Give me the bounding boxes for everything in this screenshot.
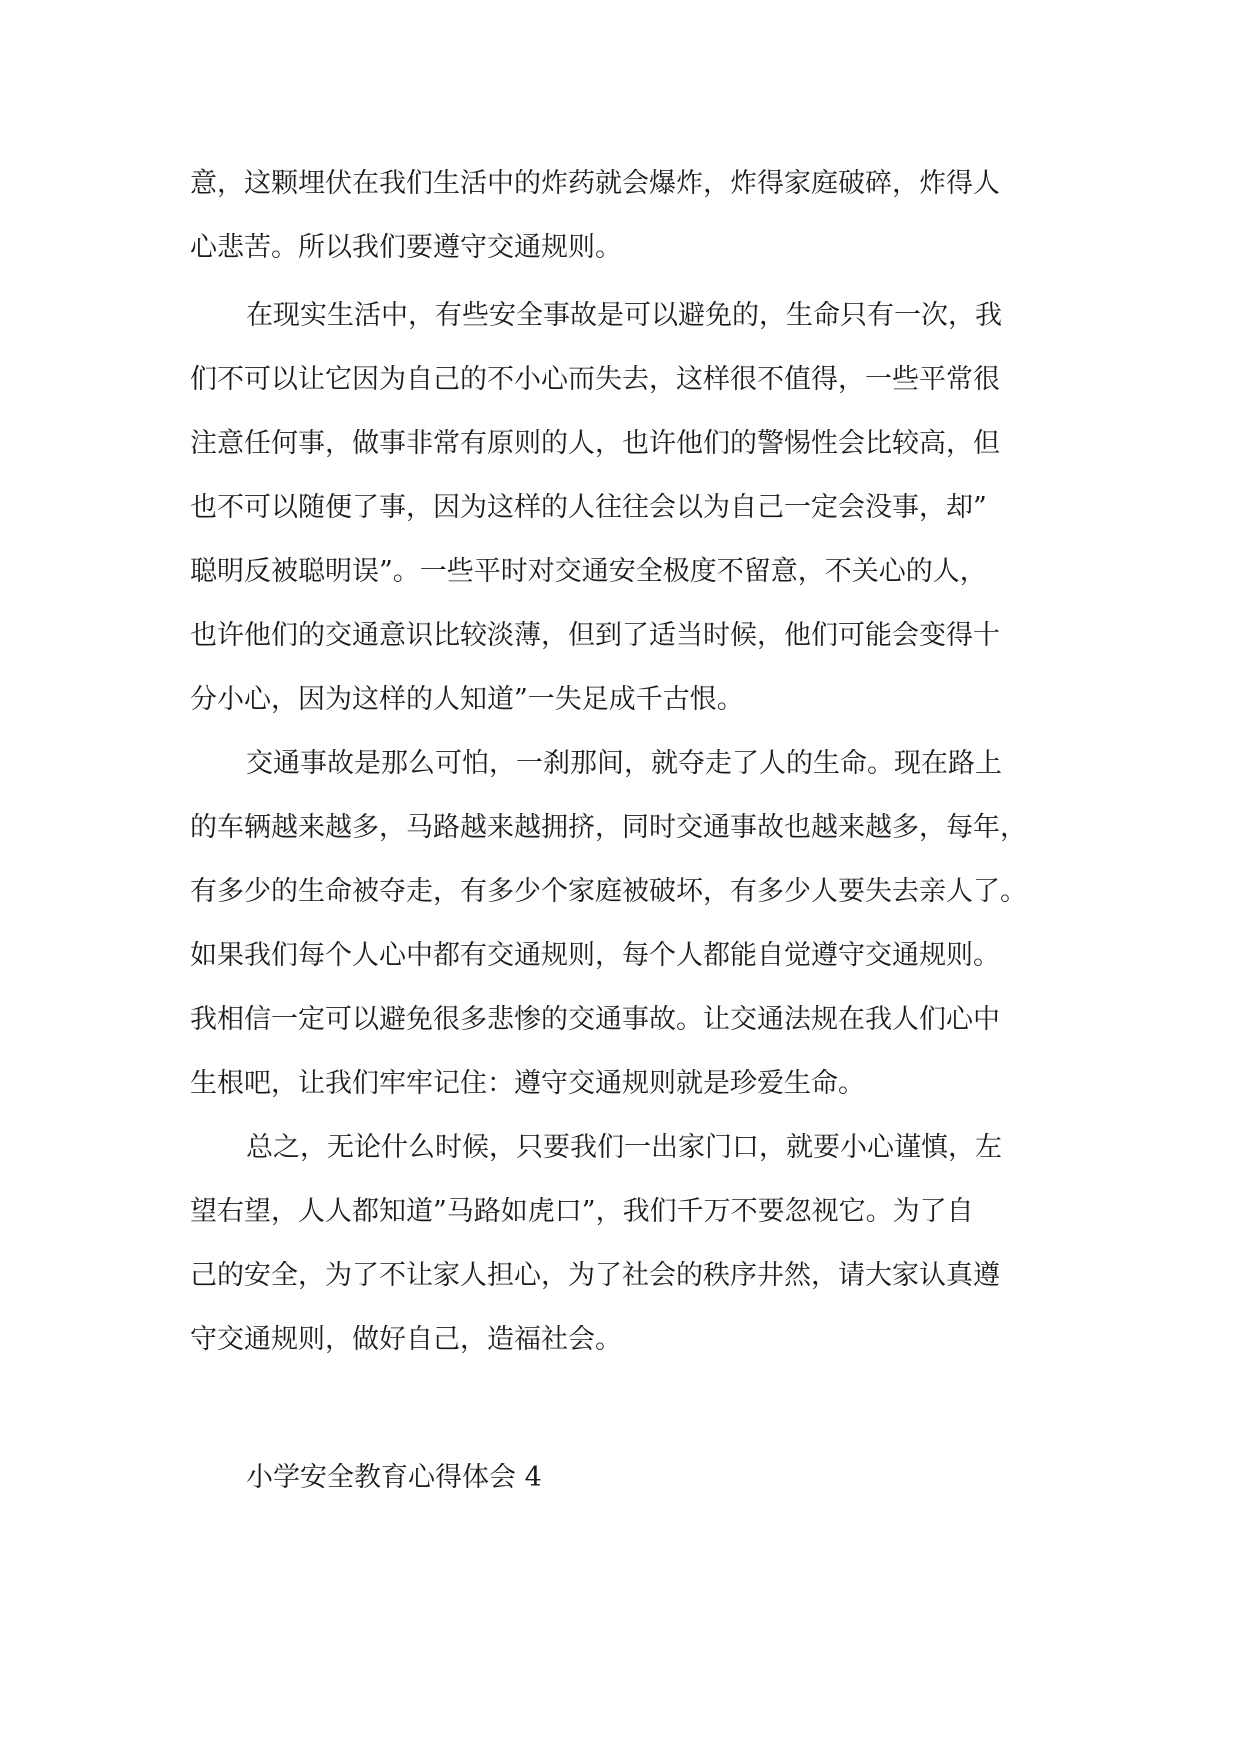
paragraph-line: 心悲苦。所以我们要遵守交通规则。 [190,232,622,263]
paragraph-line: 如果我们每个人心中都有交通规则，每个人都能自觉遵守交通规则。 [190,940,1000,971]
paragraph-1 [190,152,1070,280]
paragraph-line: 交通事故是那么可怕，一刹那间，就夺走了人的生命。现在路上 [246,748,1002,779]
paragraph-line: 生根吧，让我们牢牢记住：遵守交通规则就是珍爱生命。 [190,1068,865,1099]
paragraph-line: 我相信一定可以避免很多悲惨的交通事故。让交通法规在我人们心中 [190,1004,1000,1035]
paragraph-line: 己的安全，为了不让家人担心，为了社会的秩序井然，请大家认真遵 [190,1260,1000,1291]
paragraph-line: 在现实生活中，有些安全事故是可以避免的，生命只有一次，我 [246,300,1002,331]
paragraph-line: 望右望，人人都知道”马路如虎口”，我们千万不要忽视它。为了自 [190,1196,974,1227]
paragraph-line: 总之，无论什么时候，只要我们一出家门口，就要小心谨慎，左 [246,1132,1002,1163]
paragraph-line: 注意任何事，做事非常有原则的人，也许他们的警惕性会比较高，但 [190,428,1000,459]
paragraph-line: 聪明反被聪明误”。一些平时对交通安全极度不留意，不关心的人， [190,556,987,587]
paragraph-line: 分小心，因为这样的人知道”一失足成千古恨。 [190,684,744,715]
paragraph-4 [190,1116,1070,1372]
paragraph-line: 的车辆越来越多，马路越来越拥挤，同时交通事故也越来越多，每年， [190,812,1027,843]
paragraph-line: 意，这颗埋伏在我们生活中的炸药就会爆炸，炸得家庭破碎，炸得人 [190,168,1000,199]
paragraph-3 [190,732,1070,1116]
paragraph-2 [190,284,1070,732]
paragraph-line: 守交通规则，做好自己，造福社会。 [190,1324,622,1355]
section-heading: 小学安全教育心得体会 4 [246,1462,542,1493]
paragraph-line: 也不可以随便了事，因为这样的人往往会以为自己一定会没事，却” [190,492,987,523]
paragraph-line: 也许他们的交通意识比较淡薄，但到了适当时候，他们可能会变得十 [190,620,1000,651]
paragraph-line: 有多少的生命被夺走，有多少个家庭被破坏，有多少人要失去亲人了。 [190,876,1027,907]
paragraph-line: 们不可以让它因为自己的不小心而失去，这样很不值得，一些平常很 [190,364,1000,395]
